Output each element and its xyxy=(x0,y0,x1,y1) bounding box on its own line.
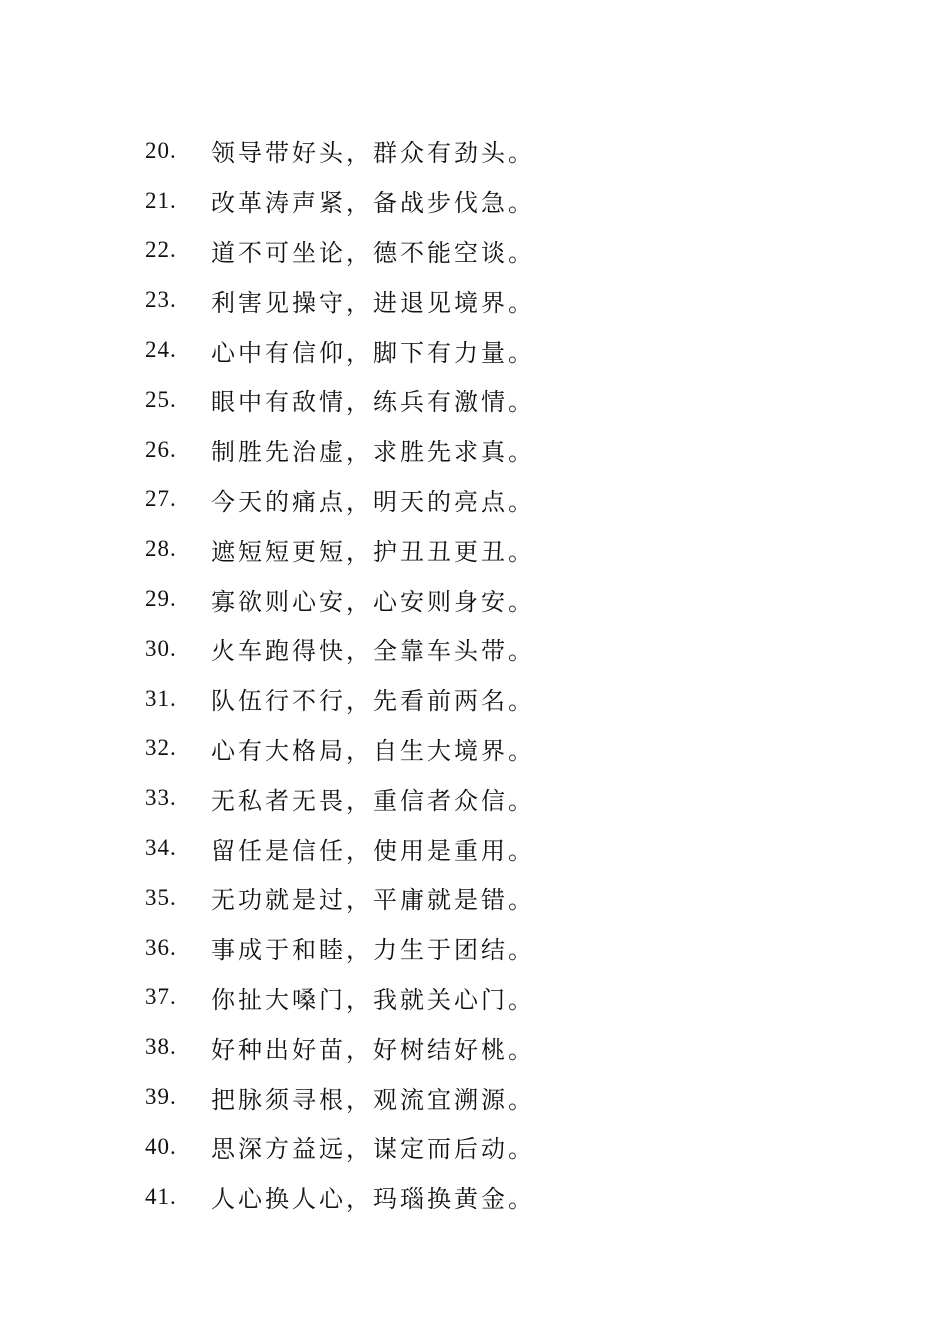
item-number: 22. xyxy=(145,237,177,263)
item-number: 34. xyxy=(145,835,177,861)
numbered-list xyxy=(145,126,535,1222)
list-item xyxy=(145,823,535,873)
item-text: 事成于和睦，力生于团结。 xyxy=(211,936,535,965)
item-number: 23. xyxy=(145,287,177,313)
item-number: 38. xyxy=(145,1034,177,1060)
item-text: 道不可坐论，德不能空谈。 xyxy=(211,238,535,267)
item-number: 28. xyxy=(145,536,177,562)
item-text: 心中有信仰，脚下有力量。 xyxy=(211,338,535,367)
list-item xyxy=(145,1022,535,1072)
item-number: 25. xyxy=(145,386,177,412)
item-text: 把脉须寻根，观流宜溯源。 xyxy=(211,1085,535,1114)
list-item xyxy=(145,724,535,774)
item-text: 利害见操守，进退见境界。 xyxy=(211,288,535,317)
list-item xyxy=(145,176,535,226)
list-item xyxy=(145,1172,535,1222)
item-number: 36. xyxy=(145,934,177,960)
list-item xyxy=(145,923,535,973)
item-text: 眼中有敌情，练兵有激情。 xyxy=(211,388,535,417)
list-item xyxy=(145,674,535,724)
list-item xyxy=(145,624,535,674)
list-item xyxy=(145,524,535,574)
item-text: 心有大格局，自生大境界。 xyxy=(211,736,535,765)
item-text: 遮短短更短，护丑丑更丑。 xyxy=(211,537,535,566)
item-number: 24. xyxy=(145,337,177,363)
item-text: 思深方益远，谋定而后动。 xyxy=(211,1135,535,1164)
list-item xyxy=(145,1072,535,1122)
list-item xyxy=(145,375,535,425)
list-item xyxy=(145,275,535,325)
item-number: 31. xyxy=(145,685,177,711)
item-number: 26. xyxy=(145,436,177,462)
item-text: 改革涛声紧，备战步伐急。 xyxy=(211,189,535,218)
item-number: 37. xyxy=(145,984,177,1010)
list-item xyxy=(145,873,535,923)
item-number: 39. xyxy=(145,1084,177,1110)
item-number: 41. xyxy=(145,1183,177,1209)
item-text: 无私者无畏，重信者众信。 xyxy=(211,786,535,815)
item-text: 制胜先治虚，求胜先求真。 xyxy=(211,438,535,467)
item-text: 留任是信任，使用是重用。 xyxy=(211,836,535,865)
item-number: 30. xyxy=(145,635,177,661)
item-text: 领导带好头，群众有劲头。 xyxy=(211,139,535,168)
list-item xyxy=(145,226,535,276)
item-text: 寡欲则心安，心安则身安。 xyxy=(211,587,535,616)
list-item xyxy=(145,973,535,1023)
item-text: 你扯大嗓门，我就关心门。 xyxy=(211,985,535,1014)
list-item xyxy=(145,126,535,176)
item-number: 32. xyxy=(145,735,177,761)
item-number: 21. xyxy=(145,187,177,213)
item-text: 人心换人心，玛瑙换黄金。 xyxy=(211,1185,535,1214)
item-text: 好种出好苗，好树结好桃。 xyxy=(211,1035,535,1064)
item-number: 33. xyxy=(145,785,177,811)
item-text: 火车跑得快，全靠车头带。 xyxy=(211,637,535,666)
list-item xyxy=(145,425,535,475)
item-text: 无功就是过，平庸就是错。 xyxy=(211,886,535,915)
item-number: 27. xyxy=(145,486,177,512)
item-number: 40. xyxy=(145,1133,177,1159)
item-number: 29. xyxy=(145,586,177,612)
item-number: 20. xyxy=(145,137,177,163)
item-number: 35. xyxy=(145,884,177,910)
list-item xyxy=(145,1122,535,1172)
list-item xyxy=(145,773,535,823)
item-text: 队伍行不行，先看前两名。 xyxy=(211,687,535,716)
list-item xyxy=(145,574,535,624)
list-item xyxy=(145,325,535,375)
item-text: 今天的痛点，明天的亮点。 xyxy=(211,487,535,516)
list-item xyxy=(145,475,535,525)
